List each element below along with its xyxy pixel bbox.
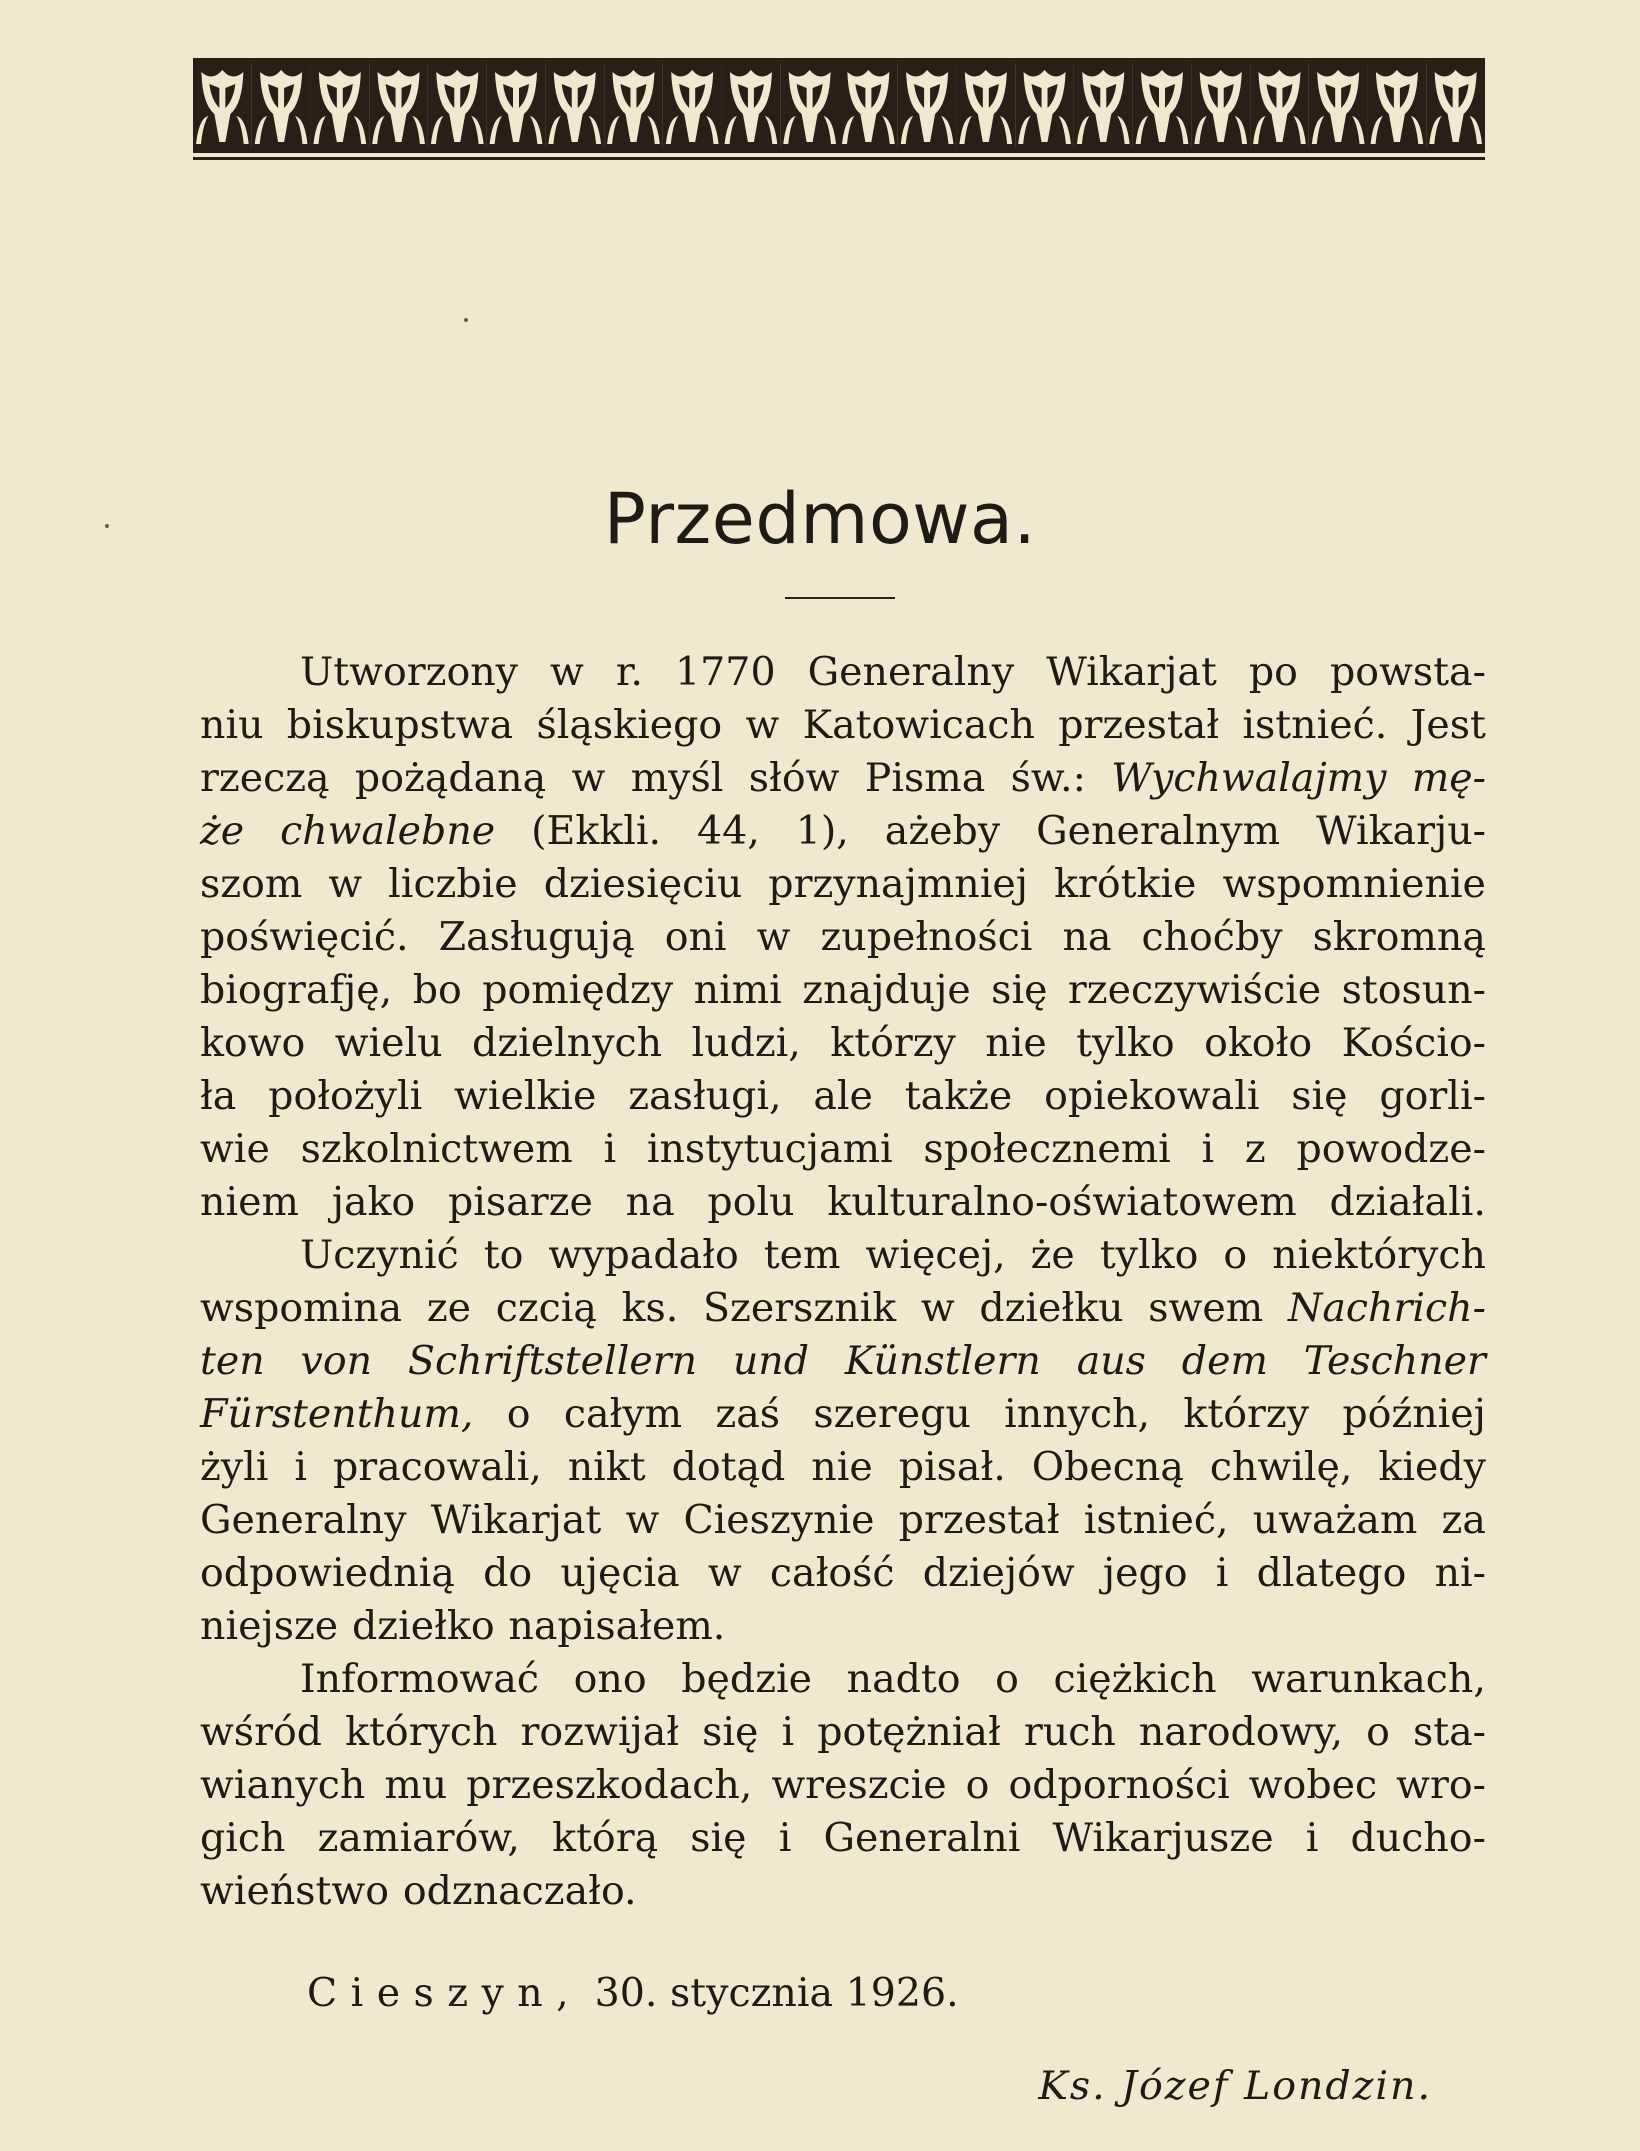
tulip-icon xyxy=(1250,63,1309,148)
tulip-icon xyxy=(780,63,839,148)
word: Katowicach xyxy=(802,702,1035,748)
word: o xyxy=(1223,1232,1248,1278)
tulip-icon xyxy=(722,63,781,148)
word: że xyxy=(1030,1232,1075,1278)
text-line xyxy=(200,1706,1486,1759)
word: istnieć. xyxy=(1242,702,1388,748)
word: z xyxy=(1244,1126,1266,1172)
word: powsta- xyxy=(1330,649,1486,695)
text-line xyxy=(200,1759,1486,1812)
word: wspomina xyxy=(200,1285,403,1331)
word: Schriftstellern xyxy=(407,1338,698,1384)
word: jako xyxy=(331,1179,416,1225)
word: niektórych xyxy=(1272,1232,1486,1278)
tulip-icon xyxy=(1015,63,1074,148)
word: szkolnictwem xyxy=(300,1126,573,1172)
word: którzy xyxy=(1183,1391,1310,1437)
text-line xyxy=(200,1600,1486,1653)
word: tylko xyxy=(1076,1020,1175,1066)
word: napisałem. xyxy=(508,1603,726,1649)
word: rzeczą xyxy=(200,755,330,801)
text-line xyxy=(200,1282,1486,1335)
frieze-bottom-bar xyxy=(193,148,1485,153)
tulip-icon xyxy=(1191,63,1250,148)
word: ducho- xyxy=(1350,1815,1486,1861)
word: dziełku xyxy=(979,1285,1124,1331)
word: wypadało xyxy=(548,1232,739,1278)
text-line xyxy=(200,646,1486,699)
word: uważam xyxy=(1252,1497,1418,1543)
word: r. xyxy=(615,649,643,695)
word: ażeby xyxy=(884,808,1001,854)
word: Obecną xyxy=(1031,1444,1184,1490)
word: nadto xyxy=(846,1656,961,1702)
word: przestał xyxy=(898,1497,1060,1543)
text-line xyxy=(200,1229,1486,1282)
preface-body xyxy=(200,646,1486,1918)
word: ono xyxy=(573,1656,647,1702)
word: choćby xyxy=(1141,914,1283,960)
text-line xyxy=(200,1865,1486,1918)
word: Generalny xyxy=(200,1497,407,1543)
word: także xyxy=(904,1073,1013,1119)
word: myśl xyxy=(630,755,724,801)
word: znajduje xyxy=(802,967,971,1013)
word: to xyxy=(483,1232,524,1278)
tulip-icon xyxy=(1426,63,1485,148)
word: i xyxy=(778,1815,792,1861)
word: św.: xyxy=(1010,755,1086,801)
text-line xyxy=(200,805,1486,858)
word: Szersznik xyxy=(703,1285,897,1331)
word: niejsze xyxy=(200,1603,339,1649)
word: biografję, xyxy=(200,967,393,1013)
word: za xyxy=(1441,1497,1486,1543)
ornament-frieze xyxy=(193,58,1485,162)
word: Teschner xyxy=(1303,1338,1486,1384)
word: mę- xyxy=(1411,755,1486,801)
word: ujęcia xyxy=(560,1550,680,1596)
tulip-icon xyxy=(1309,63,1368,148)
word: Informować xyxy=(300,1656,540,1702)
word: krótkie xyxy=(1054,861,1197,907)
title-divider xyxy=(785,597,895,599)
word: później xyxy=(1342,1391,1486,1437)
word: aus xyxy=(1076,1338,1146,1384)
word: oni xyxy=(664,914,727,960)
tulip-icon xyxy=(839,63,898,148)
date: 30. stycznia 1926. xyxy=(594,1970,959,2016)
word: Kościo- xyxy=(1341,1020,1486,1066)
word: w xyxy=(328,861,363,907)
text-line xyxy=(200,1547,1486,1600)
tulip-icon xyxy=(545,63,604,148)
tulip-icon xyxy=(1133,63,1192,148)
word: nimi xyxy=(693,967,782,1013)
word: 44, xyxy=(696,808,760,854)
tulip-icon xyxy=(1074,63,1133,148)
word: całym xyxy=(563,1391,683,1437)
word: i xyxy=(1201,1126,1215,1172)
word: ze xyxy=(426,1285,472,1331)
word: 1), xyxy=(795,808,849,854)
word: dziejów xyxy=(922,1550,1075,1596)
place-and-date xyxy=(307,1970,959,2016)
word: w xyxy=(707,1550,742,1596)
word: dotąd xyxy=(671,1444,786,1490)
word: na xyxy=(1062,914,1112,960)
text-line xyxy=(200,1017,1486,1070)
word: tem xyxy=(763,1232,841,1278)
word: bo xyxy=(412,967,462,1013)
word: Zasługują xyxy=(438,914,635,960)
word: chwilę, xyxy=(1209,1444,1353,1490)
word: około xyxy=(1204,1020,1313,1066)
text-line xyxy=(200,964,1486,1017)
word: i xyxy=(603,1126,617,1172)
word: niem xyxy=(200,1179,299,1225)
word: Cieszynie xyxy=(683,1497,875,1543)
word: powodze- xyxy=(1296,1126,1486,1172)
word: istnieć, xyxy=(1083,1497,1229,1543)
word: w xyxy=(756,914,791,960)
text-line xyxy=(200,1176,1486,1229)
word: kiedy xyxy=(1378,1444,1486,1490)
text-line xyxy=(200,858,1486,911)
word: ciężkich xyxy=(1053,1656,1217,1702)
tulip-icon xyxy=(428,63,487,148)
word: wśród xyxy=(200,1709,323,1755)
word: i xyxy=(1215,1550,1229,1596)
word: wielkie xyxy=(454,1073,597,1119)
word: biskupstwa xyxy=(286,702,514,748)
word: przeszkodach, xyxy=(466,1762,753,1808)
word: odznaczało. xyxy=(402,1868,637,1914)
word: rozwijał xyxy=(520,1709,680,1755)
paper-speck xyxy=(105,524,109,528)
word: szeregu xyxy=(813,1391,971,1437)
word: und xyxy=(732,1338,810,1384)
word: narodowy, xyxy=(1138,1709,1343,1755)
text-line xyxy=(200,1494,1486,1547)
word: Uczynić xyxy=(300,1232,459,1278)
word: polu xyxy=(707,1179,795,1225)
word: nikt xyxy=(567,1444,646,1490)
word: i xyxy=(1305,1815,1319,1861)
word: ni- xyxy=(1434,1550,1486,1596)
word: działali. xyxy=(1329,1179,1486,1225)
word: ks. xyxy=(621,1285,679,1331)
word: Wikarju- xyxy=(1316,808,1486,854)
word: zupełności xyxy=(820,914,1033,960)
word: pomiędzy xyxy=(482,967,674,1013)
word: Wikarjat xyxy=(430,1497,602,1543)
word: w xyxy=(920,1285,955,1331)
word: i xyxy=(294,1444,307,1490)
word: pracowali, xyxy=(332,1444,542,1490)
word: 1770 xyxy=(675,649,776,695)
word: kowo xyxy=(200,1020,306,1066)
text-line xyxy=(200,1335,1486,1388)
word: dziesięciu xyxy=(543,861,743,907)
word: Wikarjat xyxy=(1046,649,1217,695)
text-line xyxy=(200,1388,1486,1441)
word: się xyxy=(1291,1073,1348,1119)
word: szom xyxy=(200,861,303,907)
word: mu xyxy=(384,1762,448,1808)
word: gorli- xyxy=(1379,1073,1486,1119)
word: Generalni xyxy=(823,1815,1021,1861)
word: którzy xyxy=(830,1020,956,1066)
word: gich xyxy=(200,1815,286,1861)
word: swem xyxy=(1148,1285,1264,1331)
word: i xyxy=(781,1709,795,1755)
word: Wychwalajmy xyxy=(1111,755,1387,801)
word: wreszcie xyxy=(771,1762,947,1808)
word: położyli xyxy=(268,1073,423,1119)
tulip-icon xyxy=(604,63,663,148)
word: poświęcić. xyxy=(200,914,409,960)
word: zamiarów, xyxy=(317,1815,520,1861)
word: o xyxy=(995,1656,1019,1702)
word: wianych xyxy=(200,1762,366,1808)
word: warunkach, xyxy=(1251,1656,1486,1702)
word: ten xyxy=(200,1338,265,1384)
tulip-icon xyxy=(956,63,1015,148)
author-signature: Ks. Józef Londzin. xyxy=(1038,2063,1432,2109)
tulip-icon xyxy=(252,63,311,148)
tulip-frieze-icon xyxy=(193,58,1485,162)
word: się xyxy=(702,1709,759,1755)
word: zasługi, xyxy=(628,1073,782,1119)
word: się xyxy=(690,1815,747,1861)
word: przestał xyxy=(1058,702,1220,748)
frieze-rule xyxy=(193,157,1485,160)
word: Generalnym xyxy=(1036,808,1281,854)
word: pisał. xyxy=(898,1444,1006,1490)
word: będzie xyxy=(681,1656,813,1702)
word: rzeczywiście xyxy=(1067,967,1322,1013)
word: wielu xyxy=(334,1020,443,1066)
text-line xyxy=(200,1653,1486,1706)
word: zaś xyxy=(715,1391,781,1437)
word: kulturalno-oświatowem xyxy=(827,1179,1297,1225)
tulip-icon xyxy=(898,63,957,148)
word: się xyxy=(991,967,1048,1013)
frieze-top-bar xyxy=(193,58,1485,63)
word: więcej, xyxy=(865,1232,1006,1278)
word: po xyxy=(1248,649,1298,695)
tulip-icon xyxy=(1368,63,1427,148)
word: śląskiego xyxy=(536,702,723,748)
word: do xyxy=(483,1550,533,1596)
text-line xyxy=(200,1441,1486,1494)
word: w xyxy=(550,649,584,695)
tulip-icon xyxy=(663,63,722,148)
word: tylko xyxy=(1099,1232,1199,1278)
word: innych, xyxy=(1004,1391,1151,1437)
word: przynajmniej xyxy=(768,861,1028,907)
word: Generalny xyxy=(807,649,1015,695)
word: odpowiednią xyxy=(200,1550,455,1596)
word: Fürstenthum, xyxy=(200,1391,474,1437)
word: o xyxy=(506,1391,531,1437)
word: słów xyxy=(748,755,840,801)
paper-speck xyxy=(464,318,468,322)
text-line xyxy=(200,752,1486,805)
word: pisarze xyxy=(448,1179,593,1225)
word: ła xyxy=(200,1073,237,1119)
word: Jest xyxy=(1410,702,1486,748)
word: wieństwo xyxy=(200,1868,389,1914)
word: na xyxy=(625,1179,675,1225)
word: niu xyxy=(200,702,264,748)
word: społecznemi xyxy=(923,1126,1171,1172)
page-title: Przedmowa. xyxy=(603,478,1037,560)
word: instytucjami xyxy=(646,1126,893,1172)
word: Utworzony xyxy=(300,649,518,695)
word: Wikarjusze xyxy=(1052,1815,1274,1861)
word: Pisma xyxy=(864,755,986,801)
word: w xyxy=(745,702,780,748)
text-line xyxy=(200,1812,1486,1865)
word: liczbie xyxy=(388,861,518,907)
word: dzielnych xyxy=(472,1020,663,1066)
word: pożądaną xyxy=(354,755,547,801)
word: Nachrich- xyxy=(1287,1285,1486,1331)
word: dlatego xyxy=(1256,1550,1407,1596)
word: sta- xyxy=(1412,1709,1486,1755)
word: całość xyxy=(769,1550,895,1596)
word: wro- xyxy=(1396,1762,1486,1808)
tulip-icon xyxy=(310,63,369,148)
word: von xyxy=(300,1338,373,1384)
word: nie xyxy=(985,1020,1047,1066)
word: potężniał xyxy=(817,1709,1001,1755)
text-line xyxy=(200,699,1486,752)
word: odporności xyxy=(1008,1762,1230,1808)
word: dem xyxy=(1181,1338,1268,1384)
word: wie xyxy=(200,1126,270,1172)
word: jego xyxy=(1102,1550,1188,1596)
word: chwalebne xyxy=(280,808,496,854)
word: (Ekkli. xyxy=(531,808,662,854)
tulip-icon xyxy=(369,63,428,148)
word: wobec xyxy=(1248,1762,1378,1808)
word: stosun- xyxy=(1341,967,1486,1013)
word: dziełko xyxy=(351,1603,495,1649)
word: o xyxy=(965,1762,990,1808)
text-line xyxy=(200,1123,1486,1176)
text-line xyxy=(200,911,1486,964)
word: nie xyxy=(811,1444,873,1490)
word: których xyxy=(345,1709,498,1755)
word: wspomnienie xyxy=(1222,861,1486,907)
word: skromną xyxy=(1312,914,1486,960)
word: że xyxy=(200,808,245,854)
tulip-icon xyxy=(487,63,546,148)
word: w xyxy=(571,755,606,801)
place-name: Cieszyn, xyxy=(307,1970,583,2016)
tulip-icon xyxy=(193,63,252,148)
word: ale xyxy=(813,1073,873,1119)
word: ruch xyxy=(1023,1709,1116,1755)
word: w xyxy=(625,1497,660,1543)
text-line xyxy=(200,1070,1486,1123)
word: o xyxy=(1366,1709,1390,1755)
word: czcią xyxy=(495,1285,597,1331)
word: Künstlern xyxy=(844,1338,1041,1384)
word: opiekowali xyxy=(1044,1073,1260,1119)
word: którą xyxy=(552,1815,659,1861)
word: żyli xyxy=(200,1444,269,1490)
word: ludzi, xyxy=(691,1020,801,1066)
